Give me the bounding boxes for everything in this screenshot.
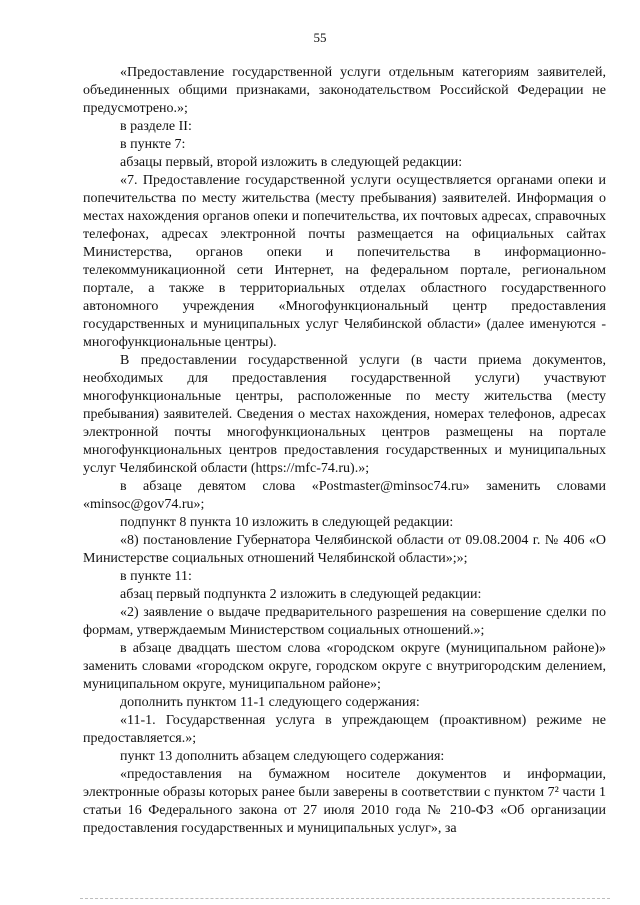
paragraph: «11-1. Государственная услуга в упреждающем (проактивном) режиме не предоставляется.»;	[83, 713, 606, 746]
paragraph: «2) заявление о выдаче предварительного разрешения на совершение сделки по формам, утверждаемым Министерством социальных отношений.»;	[83, 605, 606, 638]
paragraph: дополнить пунктом 11-1 следующего содержания:	[120, 695, 420, 710]
paragraph: в абзаце двадцать шестом слова «городском округе (муниципальном районе)» заменить словами «городском округе, городском округе с внутригородским делением, муниципальном округе, муниципальном районе»;	[83, 641, 606, 692]
paragraph: абзац первый подпункта 2 изложить в следующей редакции:	[120, 587, 482, 602]
page-bottom-edge	[80, 898, 610, 899]
paragraph: в абзаце девятом слова «Postmaster@minsoc74.ru» заменить словами «minsoc@gov74.ru»;	[83, 479, 606, 512]
paragraph: подпункт 8 пункта 10 изложить в следующей редакции:	[120, 515, 454, 530]
paragraph: «предоставления на бумажном носителе документов и информации, электронные образы которых ранее были заверены в соответствии с пунктом 7² части 1 статьи 16 Федерального закона от 27 июля 2010 года № 210-ФЗ «Об организации предоставления государственных и муниципальных услуг», за	[83, 767, 606, 836]
paragraph: В предоставлении государственной услуги (в части приема документов, необходимых для предоставления государственной услуги) участвуют многофункциональные центры, расположенные по месту жительства (месту пребывания) заявителей. Сведения о местах нахождения, номерах телефонов, адресах электронной почты многофункциональных центров размещены на портале многофункциональных центров предоставления государственных и муниципальных услуг Челябинской области (https://mfc-74.ru).»;	[83, 353, 606, 476]
paragraph: в пункте 7:	[120, 137, 186, 152]
page-number: 55	[313, 30, 327, 45]
paragraph: пункт 13 дополнить абзацем следующего содержания:	[120, 749, 445, 764]
document-body	[83, 64, 606, 838]
paragraph: в разделе II:	[120, 119, 192, 134]
paragraph: «7. Предоставление государственной услуги осуществляется органами опеки и попечительства по месту жительства (месту пребывания) заявителей. Информация о местах нахождения органов опеки и попечительства, их почтовых адресах, справочных телефонах, адресах электронной почты размещается на официальных сайтах Министерства, органов опеки и попечительства в информационно-телекоммуникационной сети Интернет, на федеральном портале, региональном портале, а также в территориальных отделах областного государственного автономного учреждения «Многофункциональный центр предоставления государственных и муниципальных услуг Челябинской области» (далее именуются - многофункциональные центры).	[83, 173, 606, 350]
paragraph: «Предоставление государственной услуги отдельным категориям заявителей, объединенных общими признаками, законодательством Российской Федерации не предусмотрено.»;	[83, 65, 606, 116]
paragraph: «8) постановление Губернатора Челябинской области от 09.08.2004 г. № 406 «О Министерстве социальных отношений Челябинской области»;»;	[83, 533, 606, 566]
paragraph: абзацы первый, второй изложить в следующей редакции:	[120, 155, 463, 170]
paragraph: в пункте 11:	[120, 569, 192, 584]
